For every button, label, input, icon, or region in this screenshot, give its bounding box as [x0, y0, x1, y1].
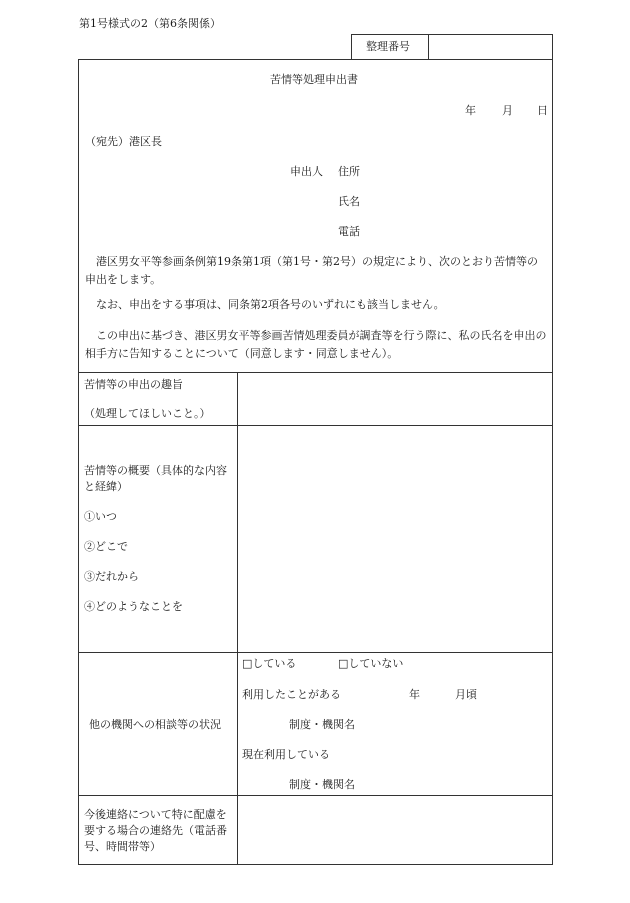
consult-label: 他の機関への相談等の状況 [89, 718, 221, 731]
purpose-label: 苦情等の申出の趣旨 [84, 378, 183, 391]
summary-item-who: ③だれから [84, 570, 139, 583]
date-year: 年 [465, 104, 476, 117]
addressee: （宛先）港区長 [85, 135, 162, 148]
summary-item-when: ①いつ [84, 510, 117, 523]
consult-system-label: 制度・機関名 [289, 718, 355, 731]
paragraph-not-applicable: なお、申出をする事項は、同条第2項各号のいずれにも該当しません。 [96, 298, 445, 311]
summary-field[interactable] [242, 430, 548, 648]
consult-option-no[interactable]: □していない [338, 657, 404, 670]
summary-item-what: ④どのようなことを [84, 600, 183, 613]
form-code: 第1号様式の2（第6条関係） [79, 17, 221, 30]
purpose-field[interactable] [242, 376, 548, 422]
summary-label: 苦情等の概要（具体的な内容と経緯） [84, 464, 227, 493]
paragraph-regulation: 港区男女平等参画条例第19条第1項（第1号・第2号）の規定により、次のとおり苦情等の申出をします。 [85, 255, 538, 286]
contact-label: 今後連絡について特に配慮を要する場合の連絡先（電話番号、時間帯等） [84, 808, 227, 853]
consult-system-label-2: 制度・機関名 [289, 778, 355, 791]
consult-current-label: 現在利用している [242, 748, 330, 761]
column-rule [237, 372, 238, 865]
contact-field[interactable] [242, 800, 548, 860]
row-rule-3 [78, 795, 553, 796]
table-top-rule [78, 372, 553, 373]
consult-year-label: 年 [409, 688, 420, 701]
consult-used-label: 利用したことがある [242, 688, 341, 701]
applicant-label: 申出人 [290, 165, 323, 178]
paragraph-consent: この申出に基づき、港区男女平等参画苦情処理委員が調査等を行う際に、私の氏名を申出の相手方に告知することについて（同意します・同意しません）。 [85, 329, 547, 360]
phone-label: 電話 [338, 225, 360, 238]
name-label: 氏名 [338, 195, 360, 208]
date-month: 月 [502, 104, 513, 117]
consult-month-label: 月頃 [455, 688, 477, 701]
registration-number-label: 整理番号 [366, 40, 410, 53]
form-title: 苦情等処理申出書 [270, 73, 358, 86]
registration-number-field[interactable] [432, 38, 548, 56]
row-rule-2 [78, 652, 553, 653]
registration-number-divider [428, 34, 429, 60]
address-label: 住所 [338, 165, 360, 178]
date-day: 日 [537, 104, 548, 117]
row-rule-1 [78, 425, 553, 426]
summary-item-where: ②どこで [84, 540, 128, 553]
consult-option-yes[interactable]: □している [242, 657, 297, 670]
purpose-sub-label: （処理してほしいこと。） [84, 407, 211, 420]
